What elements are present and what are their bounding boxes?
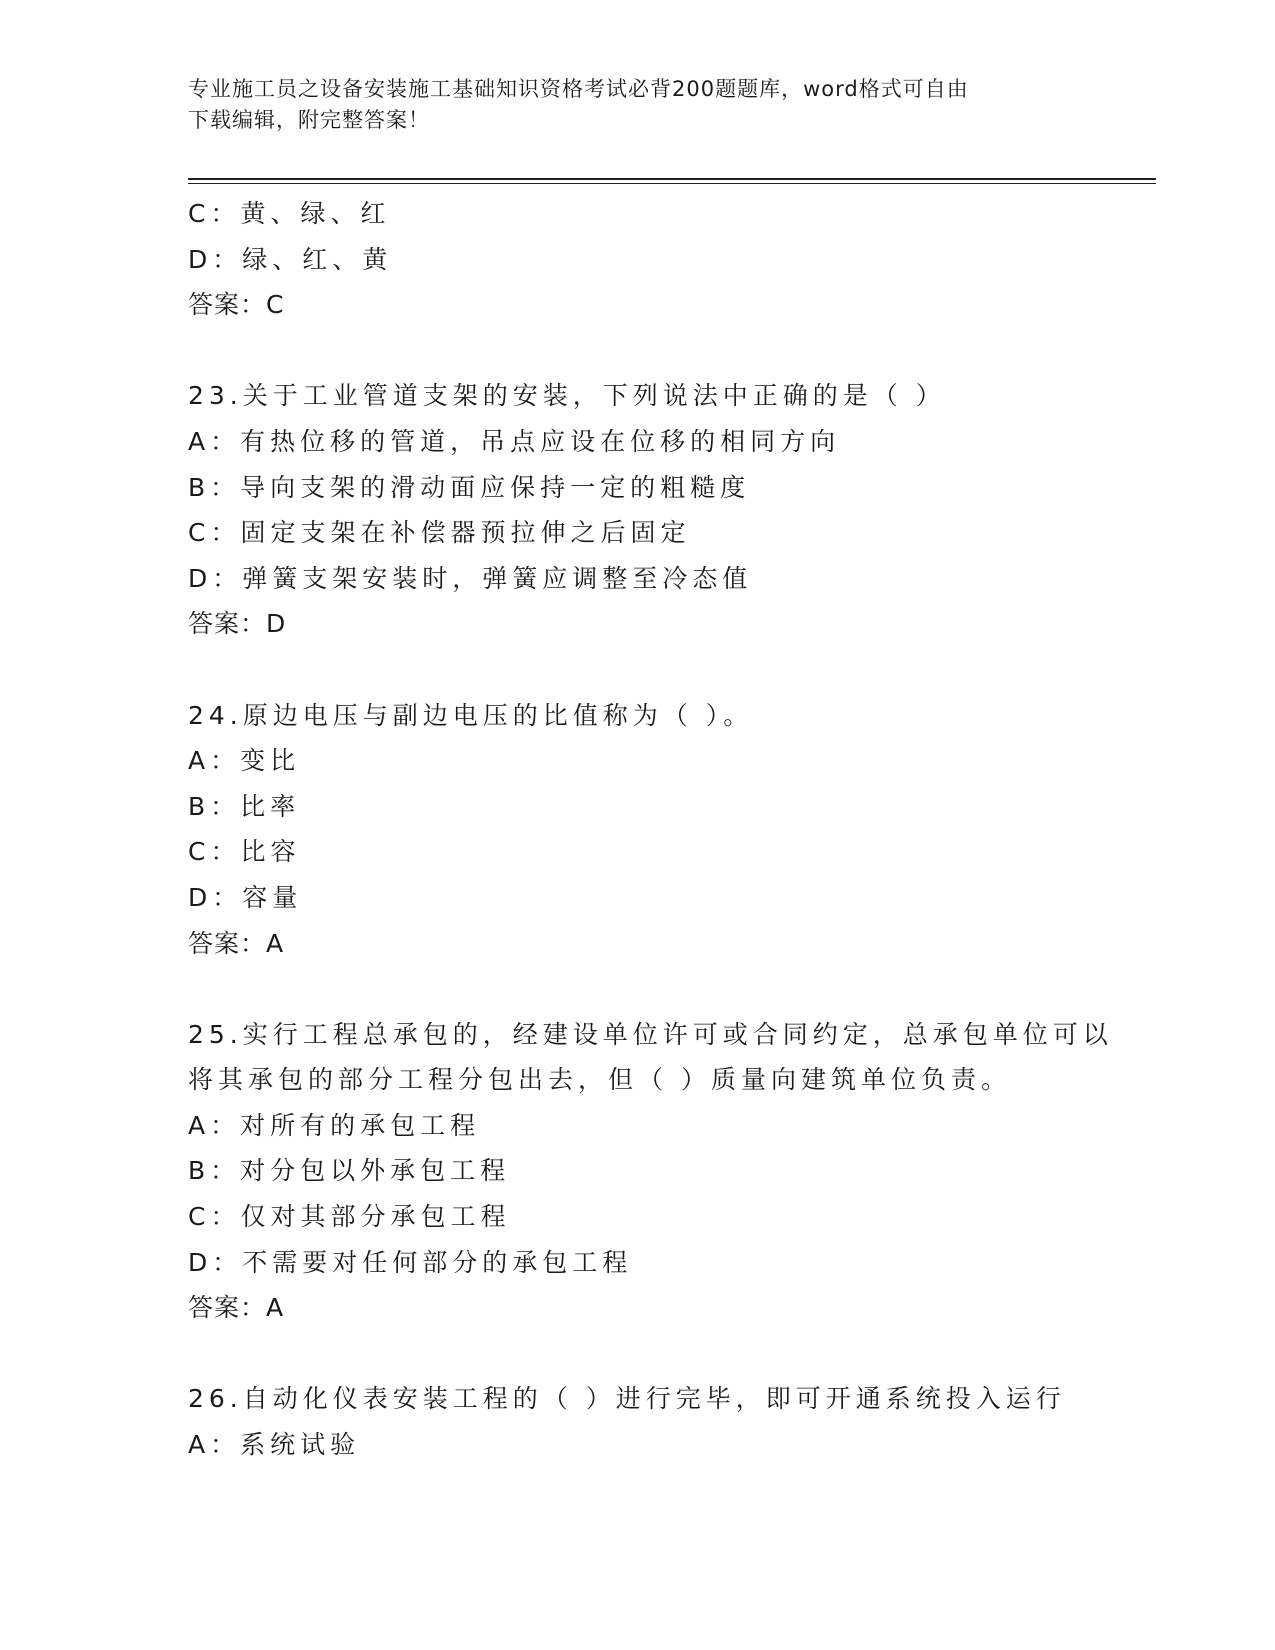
- question-spacer: [188, 1331, 1088, 1377]
- option-a: A：对所有的承包工程: [188, 1110, 481, 1140]
- answer-line: 答案：D: [188, 609, 287, 639]
- header-divider-thick: [188, 178, 1156, 180]
- document-header: [188, 74, 1068, 136]
- header-divider-thin: [188, 183, 1156, 184]
- option-b: B：导向支架的滑动面应保持一定的粗糙度: [188, 472, 751, 502]
- option-c: C：固定支架在补偿器预拉伸之后固定: [188, 518, 691, 548]
- header-title-line-1: 专业施工员之设备安装施工基础知识资格考试必背200题题库，word格式可自由: [188, 77, 969, 101]
- option-c: C：黄、绿、红: [188, 199, 391, 228]
- question-22-tail: [188, 191, 1088, 328]
- question-23: [188, 373, 1088, 647]
- question-stem: 26.自动化仪表安装工程的（ ）进行完毕，即可开通系统投入运行: [188, 1384, 1066, 1414]
- option-a: A：有热位移的管道，吊点应设在位移的相同方向: [188, 426, 841, 456]
- question-24: [188, 693, 1088, 967]
- header-title-line-2: 下载编辑，附完整答案！: [188, 108, 430, 132]
- answer-line: 答案：A: [188, 928, 285, 958]
- option-d: D：绿、红、黄: [188, 244, 393, 274]
- option-b: B：对分包以外承包工程: [188, 1156, 511, 1186]
- answer-line: 答案：C: [188, 290, 285, 320]
- option-a: A：变比: [188, 746, 301, 776]
- option-a: A：系统试验: [188, 1430, 361, 1460]
- answer-line: 答案：A: [188, 1293, 285, 1323]
- question-stem: 23.关于工业管道支架的安装，下列说法中正确的是（ ）: [188, 381, 946, 411]
- question-25: [188, 1012, 1113, 1331]
- question-spacer: [188, 966, 1088, 1012]
- option-c: C：仅对其部分承包工程: [188, 1202, 511, 1232]
- question-stem-line-1: 25.实行工程总承包的，经建设单位许可或合同约定，总承包单位可以: [188, 1019, 1113, 1049]
- option-d: D：弹簧支架安装时，弹簧应调整至冷态值: [188, 563, 753, 593]
- question-stem: 24.原边电压与副边电压的比值称为（ ）。: [188, 700, 754, 730]
- question-list: [188, 191, 1113, 1468]
- option-d: D：不需要对任何部分的承包工程: [188, 1247, 633, 1277]
- question-26: [188, 1376, 1088, 1467]
- question-stem-line-2: 将其承包的部分工程分包出去，但（ ）质量向建筑单位负责。: [188, 1065, 1011, 1095]
- question-spacer: [188, 328, 1088, 374]
- option-c: C：比容: [188, 837, 301, 867]
- question-spacer: [188, 647, 1088, 693]
- option-d: D：容量: [188, 882, 303, 912]
- option-b: B：比率: [188, 791, 301, 821]
